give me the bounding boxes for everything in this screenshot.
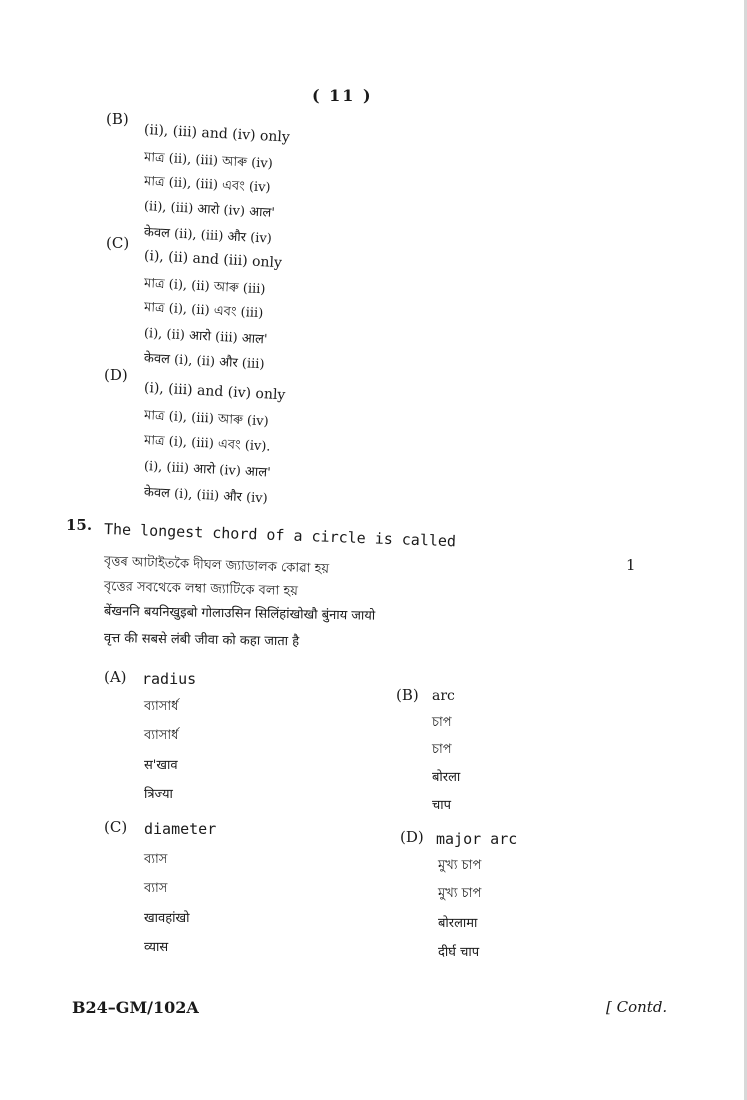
option-line: arc — [432, 688, 455, 704]
option-line: बोरलामा — [438, 916, 478, 931]
option-line: major arc — [436, 830, 518, 848]
option-line: बोरला — [432, 770, 461, 785]
option-line: মাত্র (ii), (iii) এবং (iv) — [143, 174, 271, 196]
option-line: दीर्घ चाप — [438, 945, 480, 960]
question-text-translation: বৃত্তের সবথেকে লম্বা জ্যাটিকে বলা হয় — [103, 579, 299, 600]
option-line: केवल (i), (iii) और (iv) — [143, 485, 269, 507]
question-text-translation: বৃত্তৰ আটাইতকৈ দীঘল জ্যাডালক কোৱা হয় — [103, 554, 330, 577]
option-line: ব্যাসার্ধ — [144, 728, 179, 743]
option-line: চাপ — [432, 742, 452, 757]
option-label: (A) — [104, 668, 127, 686]
option-line: ব্যাস — [144, 852, 168, 867]
option-line: চাপ — [432, 715, 452, 730]
option-line: व्यास — [144, 940, 169, 955]
option-line: (i), (ii) आरो (iii) आल' — [143, 326, 268, 348]
marks: 1 — [626, 556, 636, 574]
option-label: (B) — [106, 110, 129, 128]
option-line: (i), (iii) and (iv) only — [143, 380, 286, 404]
page-number: ( 11 ) — [312, 86, 373, 105]
option-line: (ii), (iii) आरो (iv) आल' — [143, 199, 276, 221]
option-line: (i), (ii) and (iii) only — [143, 248, 283, 272]
option-line: মুখ্য চাপ — [438, 886, 482, 901]
option-line: মাত্র (i), (ii) এবং (iii) — [143, 300, 264, 322]
option-line: स'खाव — [144, 758, 178, 773]
option-label: (D) — [400, 828, 424, 846]
option-line: মাত্র (ii), (iii) আৰু (iv) — [143, 150, 274, 172]
option-line: মাত্র (i), (iii) আৰু (iv) — [143, 408, 269, 430]
option-label: (D) — [104, 366, 128, 384]
option-line: মাত্র (i), (ii) আৰু (iii) — [143, 276, 266, 298]
option-label: (B) — [396, 686, 419, 704]
option-line: त्रिज्या — [144, 787, 173, 802]
option-label: (C) — [106, 234, 130, 252]
option-line: केवल (i), (ii) और (iii) — [143, 351, 265, 373]
paper-code: B24–GM/102A — [72, 998, 199, 1017]
option-line: diameter — [144, 820, 217, 838]
option-line: ব্যাস — [144, 881, 168, 896]
question-text: The longest chord of a circle is called — [103, 520, 457, 551]
option-line: (i), (iii) आरो (iv) आल' — [143, 459, 272, 481]
option-line: radius — [142, 670, 197, 688]
question-number: 15. — [66, 516, 93, 534]
option-label: (C) — [104, 818, 128, 836]
option-line: केवल (ii), (iii) और (iv) — [143, 225, 273, 247]
option-line: মুখ্য চাপ — [438, 858, 482, 873]
option-line: ব্যাসাৰ্ধ — [144, 699, 179, 714]
continued-label: [ Contd. — [606, 998, 668, 1016]
option-line: মাত্র (i), (iii) এবং (iv). — [143, 433, 271, 455]
question-text-translation: वृत्त की सबसे लंबी जीवा को कहा जाता है — [103, 631, 300, 650]
option-line: (ii), (iii) and (iv) only — [143, 122, 291, 146]
question-text-translation: बेंखननि बयनिखुइबो गोलाउसिन सिलिंहांखोखौ बुंनाय जायो — [103, 604, 376, 624]
option-line: खावहांखो — [144, 911, 190, 926]
option-line: चाप — [432, 798, 452, 813]
